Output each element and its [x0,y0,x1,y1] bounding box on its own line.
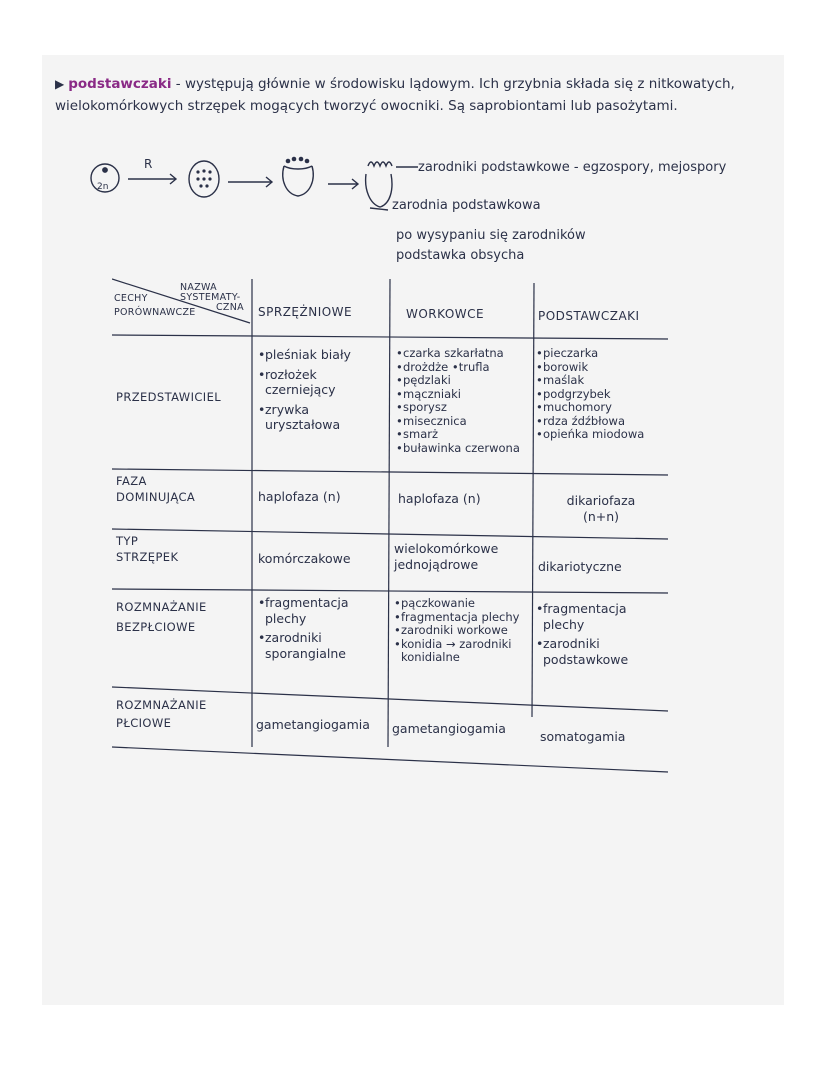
list-item: • rdza źdźbłowa [536,415,668,429]
basidium-spores-icon [366,174,392,207]
list-item: • zrywka uryształowa [258,402,383,433]
list-item [396,361,536,375]
row-label-line: STRZĘPEK [116,550,179,564]
row-label-line: ROZMNAŻANIE [116,698,207,712]
bullet-separator: • [451,359,459,374]
list-item: • pleśniak biały [258,347,383,363]
row-label-line: FAZA [116,474,147,488]
list-item: • pędzlaki [396,374,536,388]
list-item: • smarż [396,428,536,442]
row-label-line: PŁCIOWE [116,716,172,730]
list-item: • fragmentacja plechy [536,601,666,632]
list-item: • miseczniса [396,415,536,429]
cell-line: dikariofaza [566,493,636,508]
corner-bottom-line-2: PORÓWNAWCZE [114,307,196,318]
cell-basidiomycetes-sexual: somatogamia [540,729,626,744]
note-line-2: podstawka obsycha [396,248,525,263]
note-line-1: po wysypaniu się zarodników [396,228,586,243]
spores-label: zarodniki podstawkowe - egzospory, mejospory [418,160,727,175]
list-item: • zarodniki podstawkowe [536,636,666,667]
row-label-asexual-reproduction [116,599,207,635]
row-label-line: DOMINUJĄCA [116,490,196,504]
list-item: • zarodniki workowe [394,624,534,638]
list-item: • pączkowanie [394,597,534,611]
cell-zygomycetes-hyphae: komórczakowe [258,551,351,566]
column-header-ascomycetes: WORKOWCE [406,307,485,321]
intro-paragraph [55,73,795,117]
corner-header-features [114,294,196,318]
list-item: • fragmentacja plechy [394,611,534,625]
cell-zygomycetes-asexual [258,595,383,661]
corner-bottom-line-1: CECHY [114,293,148,304]
row-label-line: ROZMNAŻANIE [116,600,207,614]
cell-ascomycetes-asexual [394,597,534,665]
cell-basidiomycetes-hyphae: dikariotyczne [538,559,622,574]
row-label-line: BEZPŁCIOWE [116,620,196,634]
list-item: • rozłożek czerniejący [258,367,383,398]
cell-ascomycetes-hyphae [394,541,498,572]
basidium-icon [283,166,313,196]
corner-top-line-2: SYSTEMATY- [180,292,241,303]
comparison-table [112,277,668,774]
list-item: • muchomory [536,401,668,415]
list-item: • buławinka czerwona [396,442,536,456]
row-label-representative [116,389,221,405]
intro-term: podstawczaki [68,76,172,92]
meiosis-label: R [144,157,153,171]
list-item: • maślak [536,374,668,388]
cell-line: wielokomórkowe [394,541,499,556]
cell-line: jednojądrowe [394,556,479,572]
diploid-label: 2n [97,182,109,192]
row-label-dominant-phase [116,473,195,505]
cell-line: (n+n) [582,508,620,524]
list-item: • sporysz [396,401,536,415]
basidium-diagram [88,152,788,272]
list-item-text: trufla [458,359,490,374]
list-item-text: drożdże [403,359,449,374]
row-label-sexual-reproduction [116,697,207,731]
cell-zygomycetes-phase: haplofaza (n) [258,489,341,504]
column-header-basidiomycetes: PODSTAWCZAKI [538,309,640,323]
cell-basidiomycetes-asexual [536,601,666,667]
cell-zygomycetes-sexual: gametangiogamia [256,717,370,732]
list-item: • mączniaki [396,388,536,402]
list-item: • pieczarka [536,347,668,361]
list-item: • podgrzybek [536,388,668,402]
cell-ascomycetes-phase: haplofaza (n) [398,491,481,506]
list-item: • fragmentacja plechy [258,595,383,626]
list-item: • borowik [536,361,668,375]
cell-ascomycetes-sexual: gametangiogamia [392,721,506,736]
cell-zygomycetes-representative [258,347,383,433]
row-label-line: TYP [116,534,139,548]
list-item: • zarodniki sporangialne [258,630,383,661]
list-item: • konidia → zarodniki konidialne [394,638,534,665]
bullet-triangle-icon: ▶ [55,77,65,91]
corner-top-line-1: NAZWA [180,282,217,293]
cell-basidiomycetes-phase [538,493,664,524]
list-item: • czarka szkarłatna [396,347,536,361]
cell-ascomycetes-representative [396,347,536,455]
row-label-line: PRZEDSTAWICIEL [116,390,222,404]
intro-text: - występują głównie w środowisku lądowym. Ich grzybnia składa się z nitkowatych, wielokomórkowych strzępek mogących tworzyć owocniki. Są saprobiontami lub pasożytami. [55,76,735,114]
list-item: • opieńka miodowa [536,428,668,442]
basidium-label: zarodnia podstawkowa [392,198,541,213]
row-label-hyphae-type [116,533,178,565]
column-header-zygomycetes: SPRZĘŻNIOWE [258,305,353,319]
cell-basidiomycetes-representative [536,347,668,442]
corner-top-line-3: CZNA [216,302,244,313]
